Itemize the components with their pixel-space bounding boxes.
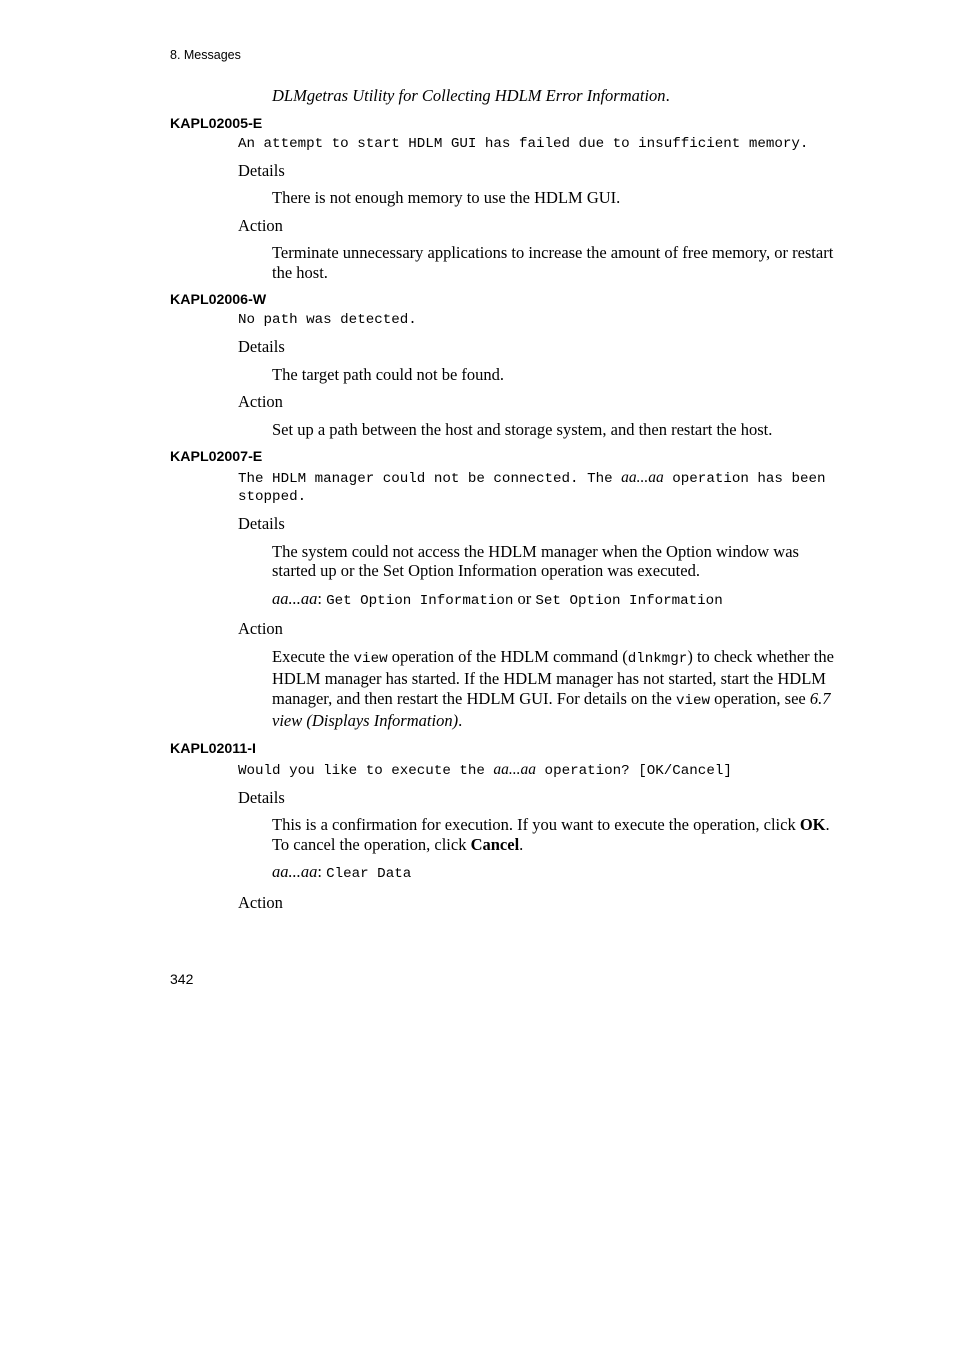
command-code: dlnkmgr: [627, 650, 688, 667]
message-text: Would you like to execute the aa...aa operation? [OK/Cancel]: [238, 760, 732, 779]
page-number: 342: [170, 971, 194, 987]
details-label: Details: [238, 337, 285, 356]
section-reference: 6.7 view (Displays Information): [272, 688, 831, 730]
details-label: Details: [238, 514, 285, 533]
details-text: There is not enough memory to use the HDLM GUI.: [272, 188, 621, 207]
action-label: Action: [238, 619, 283, 638]
variable-placeholder: aa...aa: [493, 760, 537, 778]
command-code: view: [675, 692, 710, 709]
cancel-term: Cancel: [470, 834, 520, 854]
details-text: The target path could not be found.: [272, 364, 505, 384]
details-label: Details: [238, 787, 285, 807]
running-header: 8. Messages: [170, 48, 241, 62]
details-label: Details: [238, 160, 285, 180]
message-id: KAPL02011-I: [170, 740, 256, 757]
message-text: No path was detected.: [238, 312, 417, 328]
variable-value: Set Option Information: [535, 592, 723, 609]
command-code: view: [353, 650, 388, 667]
action-label: Action: [238, 392, 283, 411]
action-text: Set up a path between the host and storage system, and then restart the host.: [272, 419, 773, 439]
message-id: KAPL02005-E: [170, 115, 263, 132]
message-entry: [170, 741, 842, 913]
message-id: KAPL02006-W: [170, 292, 267, 308]
variable-name: aa...aa: [272, 862, 318, 881]
message-text: An attempt to start HDLM GUI has failed due to insufficient memory.: [238, 135, 809, 152]
variable-definition: aa...aa: Get Option Information or Set Option Information: [272, 588, 723, 609]
reference-title: DLMgetras Utility for Collecting HDLM Error Information: [272, 86, 666, 105]
details-text: This is a confirmation for execution. If you want to execute the operation, click OK. To cancel the operation, click Cancel.: [272, 815, 830, 854]
message-entry: [170, 292, 842, 439]
action-text: Terminate unnecessary applications to increase the amount of free memory, or restart the host.: [272, 243, 834, 282]
message-entry: [170, 116, 842, 283]
action-text: Execute the view operation of the HDLM command (dlnkmgr) to check whether the HDLM manager has started. If the HDLM manager has not started, start the HDLM manager, and then restart the HDLM GUI. For details on the view operation, see 6.7 view (Displays Information).: [272, 646, 834, 730]
action-label: Action: [238, 215, 283, 235]
message-text: The HDLM manager could not be connected. The aa...aa operation has been stopped.: [238, 469, 826, 505]
action-label: Action: [238, 892, 283, 912]
ok-term: OK: [799, 815, 826, 834]
cross-reference: DLMgetras Utility for Collecting HDLM Error Information.: [272, 86, 670, 105]
variable-value: Clear Data: [326, 866, 412, 882]
details-text: The system could not access the HDLM manager when the Option window was started up or the Set Option Information operation was executed.: [272, 541, 799, 580]
variable-placeholder: aa...aa: [621, 469, 664, 486]
message-entry: [170, 449, 842, 731]
variable-definition: aa...aa: Clear Data: [272, 862, 412, 882]
page-body: [170, 86, 842, 912]
variable-value: Get Option Information: [326, 592, 514, 609]
message-id: KAPL02007-E: [170, 449, 263, 465]
variable-name: aa...aa: [272, 588, 318, 608]
